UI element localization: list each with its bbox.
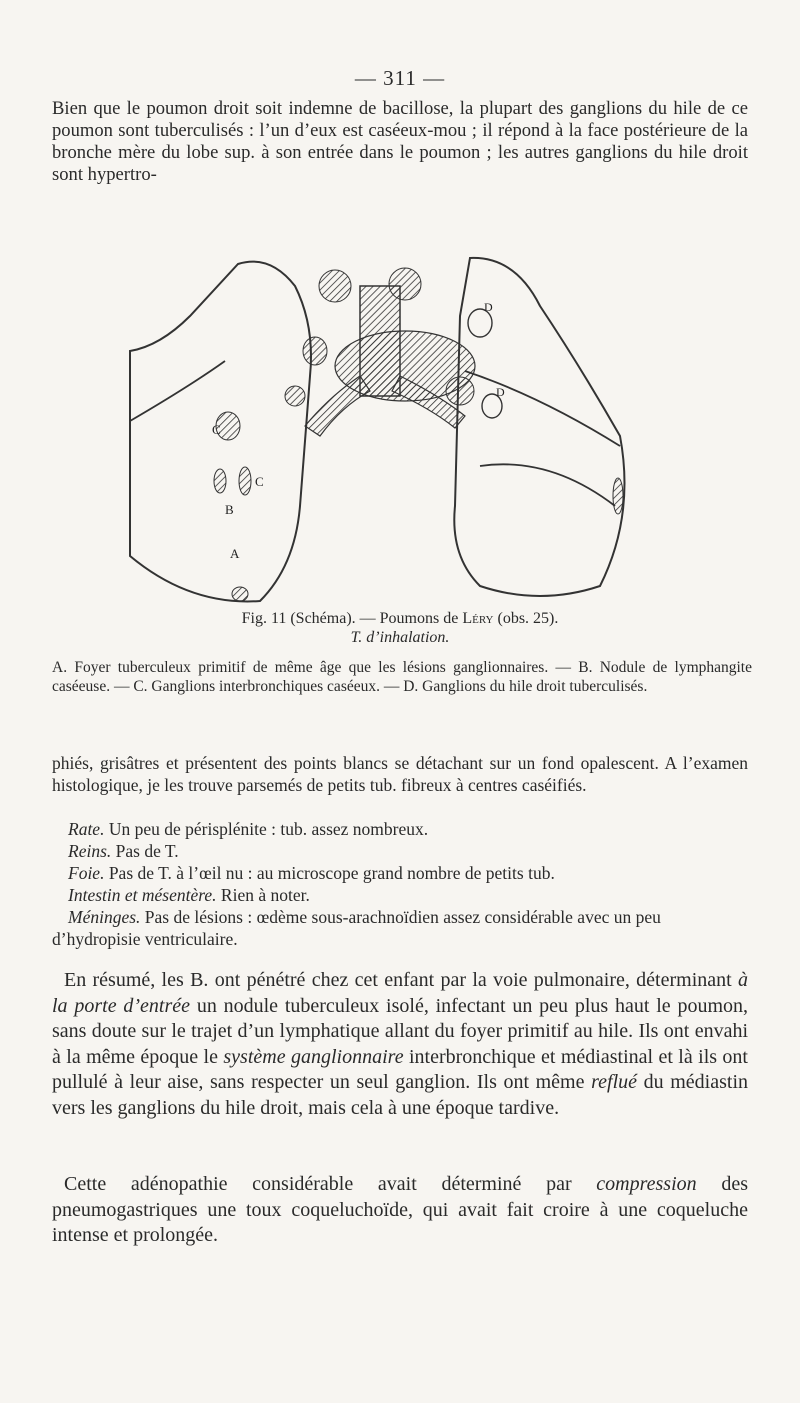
- label-d2: D: [496, 385, 505, 399]
- node-left-2: [285, 386, 305, 406]
- node-c2: [239, 467, 251, 495]
- node-top-left: [319, 270, 351, 302]
- entry-key: Méninges.: [68, 907, 141, 927]
- entry-text: Pas de T.: [111, 841, 179, 861]
- node-left-1: [303, 337, 327, 365]
- node-d2: [446, 377, 474, 405]
- node-b: [214, 469, 226, 493]
- label-b: B: [225, 502, 234, 517]
- label-c1: C: [212, 422, 221, 437]
- paragraph-summary: [52, 968, 748, 1121]
- node-top-right: [389, 268, 421, 300]
- summary-emphasis: reflué: [591, 1071, 638, 1093]
- summary-text: En résumé, les B. ont pénétré chez cet enfant par la voie pulmonaire, déterminant: [64, 969, 738, 991]
- paragraph-conclusion: [52, 1172, 748, 1249]
- label-d1: D: [484, 300, 493, 314]
- entry-reins: [68, 840, 748, 862]
- conclusion-text: des pneumogastriques une toux coqueluchoïde, qui avait fait croire à une coqueluche intense et prolongée.: [52, 1173, 748, 1246]
- entry-rate: [68, 818, 748, 840]
- label-c2: C: [255, 474, 264, 489]
- entry-text: Rien à noter.: [216, 885, 310, 905]
- paragraph-intro: Bien que le poumon droit soit indemne de bacillose, la plupart des ganglions du hile de ce poumon sont tuberculisés : l’un d’eux est caséeux-mou ; il répond à la face postérieure de la bronche mère du lobe sup. à son entrée dans le poumon ; les autres ganglions du hile droit sont hypertro-: [52, 98, 748, 185]
- conclusion-text: Cette adénopathie considérable avait déterminé par: [64, 1173, 597, 1195]
- right-fissure-1: [465, 371, 620, 446]
- page-number: — 311 —: [354, 66, 446, 90]
- entry-text: Pas de lésions : œdème sous-arachnoïdien assez considérable avec un peu d’hydropisie ventriculaire.: [52, 907, 661, 949]
- entry-intestin: [68, 884, 748, 906]
- lung-schema-figure: [120, 256, 640, 604]
- entry-text: Pas de T. à l’œil nu : au microscope grand nombre de petits tub.: [104, 863, 555, 883]
- summary-text: du médiastin vers les ganglions du hile droit, mais cela à une époque tardive.: [52, 1071, 749, 1119]
- right-fissure-2: [480, 464, 615, 506]
- caption-name: Léry: [462, 610, 494, 627]
- entry-key: Foie.: [68, 863, 105, 883]
- entry-key: Reins.: [68, 841, 112, 861]
- entry-text: Un peu de périsplénite : tub. assez nombreux.: [104, 819, 429, 839]
- paragraph-histology: phiés, grisâtres et présentent des points blancs se détachant sur un fond opalescent. A l’examen histologique, je les trouve parsemés de petits tub. fibreux à centres caséifiés.: [52, 753, 748, 795]
- node-a: [232, 587, 248, 601]
- summary-emphasis: à la porte d’entrée: [52, 969, 748, 1017]
- summary-emphasis: système ganglionnaire: [223, 1045, 404, 1068]
- conclusion-emphasis: compression: [596, 1173, 697, 1195]
- entry-meninges: [52, 906, 748, 950]
- left-fissure: [130, 361, 225, 421]
- summary-text: un nodule tuberculeux isolé, infectant un peu plus haut le poumon, sans doute sur le trajet d’un lymphatique allant du foyer primitif au hile. Ils ont envahi à la même époque le: [52, 994, 749, 1068]
- caption-prefix: Fig. 11 (Schéma). — Poumons de: [241, 610, 463, 627]
- caption-suffix: (obs. 25).: [493, 610, 559, 627]
- node-right-lower: [613, 478, 623, 514]
- label-a: A: [230, 546, 240, 561]
- summary-text: interbronchique et médiastinal et là ils ont pullulé à leur aise, sans respecter un seul ganglion. Ils ont même: [52, 1045, 748, 1093]
- entry-foie: [68, 862, 748, 884]
- figure-caption: [0, 609, 800, 629]
- figure-legend: A. Foyer tuberculeux primitif de même âge que les lésions ganglionnaires. — B. Nodule de lymphangite caséeuse. — C. Ganglions interbronchiques caséeux. — D. Ganglions du hile droit tuberculisés.: [52, 659, 752, 695]
- entry-key: Rate.: [68, 819, 105, 839]
- figure-subtitle: T. d’inhalation.: [350, 629, 450, 646]
- entry-key: Intestin et mésentère.: [68, 885, 217, 905]
